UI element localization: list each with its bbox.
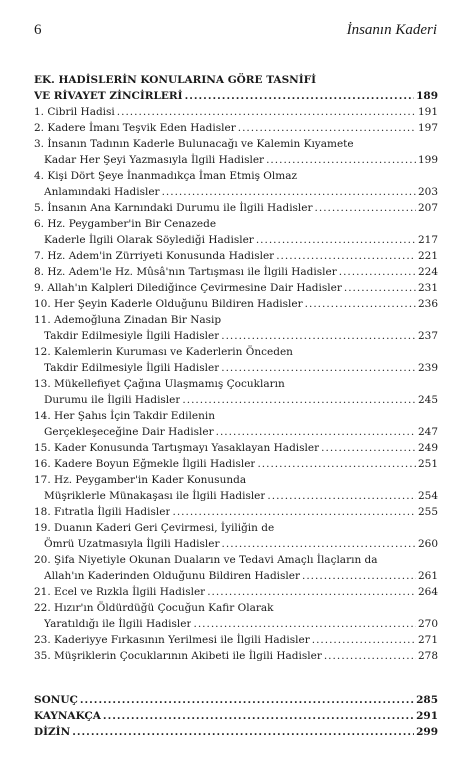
toc-entry[interactable]: [34, 584, 438, 600]
toc-entry[interactable]: [34, 136, 438, 168]
section-page-number: 189: [416, 90, 438, 102]
toc-entry-line: [34, 376, 438, 392]
dot-leader: [103, 708, 414, 724]
dot-leader: [344, 280, 416, 296]
dot-leader: [256, 232, 416, 248]
back-matter-entry[interactable]: [34, 692, 438, 708]
toc-entry-line: [34, 600, 438, 616]
toc-entry[interactable]: [34, 280, 438, 296]
toc-entry-page: 191: [417, 106, 438, 118]
dot-leader: [324, 648, 416, 664]
toc-entry-text: 7. Hz. Adem'in Zürriyeti Konusunda Hadisler: [34, 250, 275, 262]
toc-entry-text: 9. Allah'ın Kalpleri Dilediğince Çevirmesine Dair Hadisler: [34, 282, 342, 294]
toc-entries: [34, 104, 438, 664]
toc-entry-page: 203: [417, 186, 438, 198]
toc-entry-text: Ömrü Uzatmasıyla İlgili Hadisler: [44, 538, 220, 550]
section-title-line1: EK. HADİSLERİN KONULARINA GÖRE TASNİFİ: [34, 74, 317, 86]
toc-entry-page: 254: [417, 490, 438, 502]
toc-entry-text: Kaderle İlgili Olarak Söylediği Hadisler: [44, 234, 254, 246]
back-matter-entry[interactable]: [34, 724, 438, 740]
section-heading[interactable]: [34, 72, 438, 104]
section-heading-line1: [34, 72, 438, 88]
toc-entry-page: 251: [417, 458, 438, 470]
back-matter-title: KAYNAKÇA: [34, 710, 101, 722]
dot-leader: [312, 632, 416, 648]
toc-entry-text: 4. Kişi Dört Şeye İnanmadıkça İman Etmiş Olmaz: [34, 170, 298, 182]
toc-entry-line: [34, 456, 438, 472]
toc-entry-text: Anlamındaki Hadisler: [44, 186, 160, 198]
toc-entry-text: 3. İnsanın Tadının Kaderle Bulunacağı ve Kalemin Kıyamete: [34, 138, 354, 150]
toc-entry-text: 19. Duanın Kaderi Geri Çevirmesi, İyiliğin de: [34, 522, 275, 534]
toc-entry-page: 239: [417, 362, 438, 374]
section-title-line2: VE RİVAYET ZİNCİRLERİ: [34, 90, 183, 102]
dot-leader: [257, 456, 416, 472]
dot-leader: [221, 360, 416, 376]
toc-entry-line: [34, 392, 438, 408]
toc-entry-page: 199: [417, 154, 438, 166]
toc-entry-line: [34, 360, 438, 376]
toc-entry[interactable]: [34, 504, 438, 520]
toc-entry-text: 15. Kader Konusunda Tartışmayı Yasaklayan Hadisler: [34, 442, 320, 454]
toc-entry[interactable]: [34, 520, 438, 552]
toc-entry[interactable]: [34, 216, 438, 248]
toc-entry[interactable]: [34, 552, 438, 584]
toc-entry-line: [34, 504, 438, 520]
toc-entry-text: 22. Hızır'ın Öldürdüğü Çocuğun Kafir Olarak: [34, 602, 274, 614]
toc-entry-text: Müşriklerle Münakaşası ile İlgili Hadisler: [44, 490, 266, 502]
toc-entry-line: [34, 152, 438, 168]
toc-entry-page: 237: [417, 330, 438, 342]
toc-entry[interactable]: [34, 248, 438, 264]
toc-entry[interactable]: [34, 200, 438, 216]
toc-entry-line: [34, 536, 438, 552]
toc-entry-line: [34, 104, 438, 120]
toc-entry-text: Allah'ın Kaderinden Olduğunu Bildiren Hadisler: [44, 570, 300, 582]
dot-leader: [305, 296, 416, 312]
toc-entry-text: 1. Cibril Hadisi: [34, 106, 115, 118]
dot-leader: [207, 584, 416, 600]
toc-entry-page: 245: [417, 394, 438, 406]
toc-entry-text: Takdir Edilmesiyle İlgili Hadisler: [44, 330, 220, 342]
toc-entry-text: 14. Her Şahıs İçin Takdir Edilenin: [34, 410, 215, 422]
back-matter: [34, 692, 438, 740]
toc-entry-page: 270: [417, 618, 438, 630]
toc-entry-line: [34, 328, 438, 344]
back-matter-page: 291: [416, 710, 438, 722]
toc-entry-page: 260: [417, 538, 438, 550]
toc-entry[interactable]: [34, 376, 438, 408]
toc-entry[interactable]: [34, 168, 438, 200]
toc-entry-text: 35. Müşriklerin Çocuklarının Akibeti ile İlgili Hadisler: [34, 650, 322, 662]
toc-entry-text: 16. Kadere Boyun Eğmekle İlgili Hadisler: [34, 458, 256, 470]
dot-leader: [302, 568, 416, 584]
toc-entry-line: [34, 200, 438, 216]
toc-entry-line: [34, 184, 438, 200]
toc-entry[interactable]: [34, 264, 438, 280]
toc-entry[interactable]: [34, 600, 438, 632]
toc-entry-text: 6. Hz. Peygamber'in Bir Cenazede: [34, 218, 217, 230]
toc-entry-line: [34, 584, 438, 600]
toc-entry-line: [34, 408, 438, 424]
back-matter-title: DİZİN: [34, 726, 71, 738]
toc-entry-line: [34, 216, 438, 232]
toc-entry-line: [34, 568, 438, 584]
toc-entry-page: 247: [417, 426, 438, 438]
toc-entry[interactable]: [34, 408, 438, 440]
toc-entry-text: Gerçekleşeceğine Dair Hadisler: [44, 426, 214, 438]
toc-entry-line: [34, 296, 438, 312]
back-matter-page: 285: [416, 694, 438, 706]
page-number: 6: [34, 22, 42, 38]
toc-entry[interactable]: [34, 312, 438, 344]
table-of-contents: [34, 72, 438, 740]
toc-entry-page: 261: [417, 570, 438, 582]
toc-entry-text: Kadar Her Şeyi Yazmasıyla İlgili Hadisler: [44, 154, 265, 166]
toc-entry[interactable]: [34, 296, 438, 312]
toc-entry-line: [34, 280, 438, 296]
dot-leader: [162, 184, 416, 200]
toc-entry[interactable]: [34, 120, 438, 136]
toc-entry-line: [34, 648, 438, 664]
dot-leader: [185, 88, 415, 104]
toc-entry-line: [34, 232, 438, 248]
toc-entry-line: [34, 312, 438, 328]
dot-leader: [117, 104, 416, 120]
toc-entry-line: [34, 264, 438, 280]
toc-entry-text: Durumu ile İlgili Hadisler: [44, 394, 181, 406]
toc-entry-text: 20. Şifa Niyetiyle Okunan Duaların ve Tedavi Amaçlı İlaçların da: [34, 554, 378, 566]
toc-entry[interactable]: [34, 632, 438, 648]
toc-entry-page: 264: [417, 586, 438, 598]
dot-leader: [222, 536, 416, 552]
toc-entry[interactable]: [34, 648, 438, 664]
toc-entry[interactable]: [34, 104, 438, 120]
dot-leader: [339, 264, 416, 280]
running-header: [34, 22, 437, 42]
dot-leader: [172, 504, 415, 520]
toc-entry-page: 221: [417, 250, 438, 262]
toc-entry-line: [34, 520, 438, 536]
toc-entry-page: 197: [417, 122, 438, 134]
toc-entry[interactable]: [34, 440, 438, 456]
toc-entry-line: [34, 440, 438, 456]
dot-leader: [216, 424, 416, 440]
toc-entry-text: 13. Mükellefiyet Çağına Ulaşmamış Çocukların: [34, 378, 285, 390]
toc-entry-text: 11. Ademoğluna Zinadan Bir Nasip: [34, 314, 222, 326]
toc-entry-line: [34, 136, 438, 152]
toc-entry-text: 17. Hz. Peygamber'in Kader Konusunda: [34, 474, 247, 486]
back-matter-title: SONUÇ: [34, 694, 78, 706]
section-heading-line2: [34, 88, 438, 104]
toc-entry-line: [34, 248, 438, 264]
toc-entry-text: 18. Fıtratla İlgili Hadisler: [34, 506, 171, 518]
dot-leader: [266, 152, 416, 168]
toc-entry-page: 278: [417, 650, 438, 662]
toc-entry-text: Takdir Edilmesiyle İlgili Hadisler: [44, 362, 220, 374]
toc-entry-text: 23. Kaderiyye Fırkasının Yerilmesi ile İlgili Hadisler: [34, 634, 310, 646]
toc-entry-line: [34, 424, 438, 440]
dot-leader: [182, 392, 416, 408]
toc-entry-text: 21. Ecel ve Rızkla İlgili Hadisler: [34, 586, 206, 598]
toc-entry-page: 217: [417, 234, 438, 246]
dot-leader: [238, 120, 416, 136]
back-matter-entry[interactable]: [34, 708, 438, 724]
dot-leader: [267, 488, 416, 504]
toc-entry-text: Yaratıldığı ile İlgili Hadisler: [44, 618, 192, 630]
toc-entry-page: 255: [417, 506, 438, 518]
toc-entry-text: 5. İnsanın Ana Karnındaki Durumu ile İlgili Hadisler: [34, 202, 313, 214]
toc-entry-text: 2. Kadere İmanı Teşvik Eden Hadisler: [34, 122, 236, 134]
toc-entry-line: [34, 344, 438, 360]
toc-entry-page: 207: [417, 202, 438, 214]
toc-entry[interactable]: [34, 472, 438, 504]
toc-entry-line: [34, 488, 438, 504]
spacer: [34, 664, 438, 692]
toc-entry-text: 12. Kalemlerin Kuruması ve Kaderlerin Önceden: [34, 346, 293, 358]
toc-entry-page: 271: [417, 634, 438, 646]
toc-entry-page: 249: [417, 442, 438, 454]
toc-entry-page: 224: [417, 266, 438, 278]
dot-leader: [80, 692, 414, 708]
back-matter-page: 299: [416, 726, 438, 738]
toc-entry[interactable]: [34, 456, 438, 472]
dot-leader: [221, 328, 416, 344]
toc-entry-page: 236: [417, 298, 438, 310]
dot-leader: [321, 440, 416, 456]
dot-leader: [315, 200, 416, 216]
toc-entry-text: 10. Her Şeyin Kaderle Olduğunu Bildiren Hadisler: [34, 298, 303, 310]
toc-entry-page: 231: [417, 282, 438, 294]
toc-entry-line: [34, 168, 438, 184]
toc-entry[interactable]: [34, 344, 438, 376]
toc-entry-line: [34, 616, 438, 632]
toc-entry-line: [34, 120, 438, 136]
book-title: İnsanın Kaderi: [346, 22, 437, 38]
dot-leader: [72, 724, 414, 740]
toc-entry-text: 8. Hz. Adem'le Hz. Mûsâ'nın Tartışması ile İlgili Hadisler: [34, 266, 337, 278]
toc-entry-line: [34, 632, 438, 648]
toc-entry-line: [34, 552, 438, 568]
toc-entry-line: [34, 472, 438, 488]
dot-leader: [193, 616, 415, 632]
dot-leader: [276, 248, 416, 264]
